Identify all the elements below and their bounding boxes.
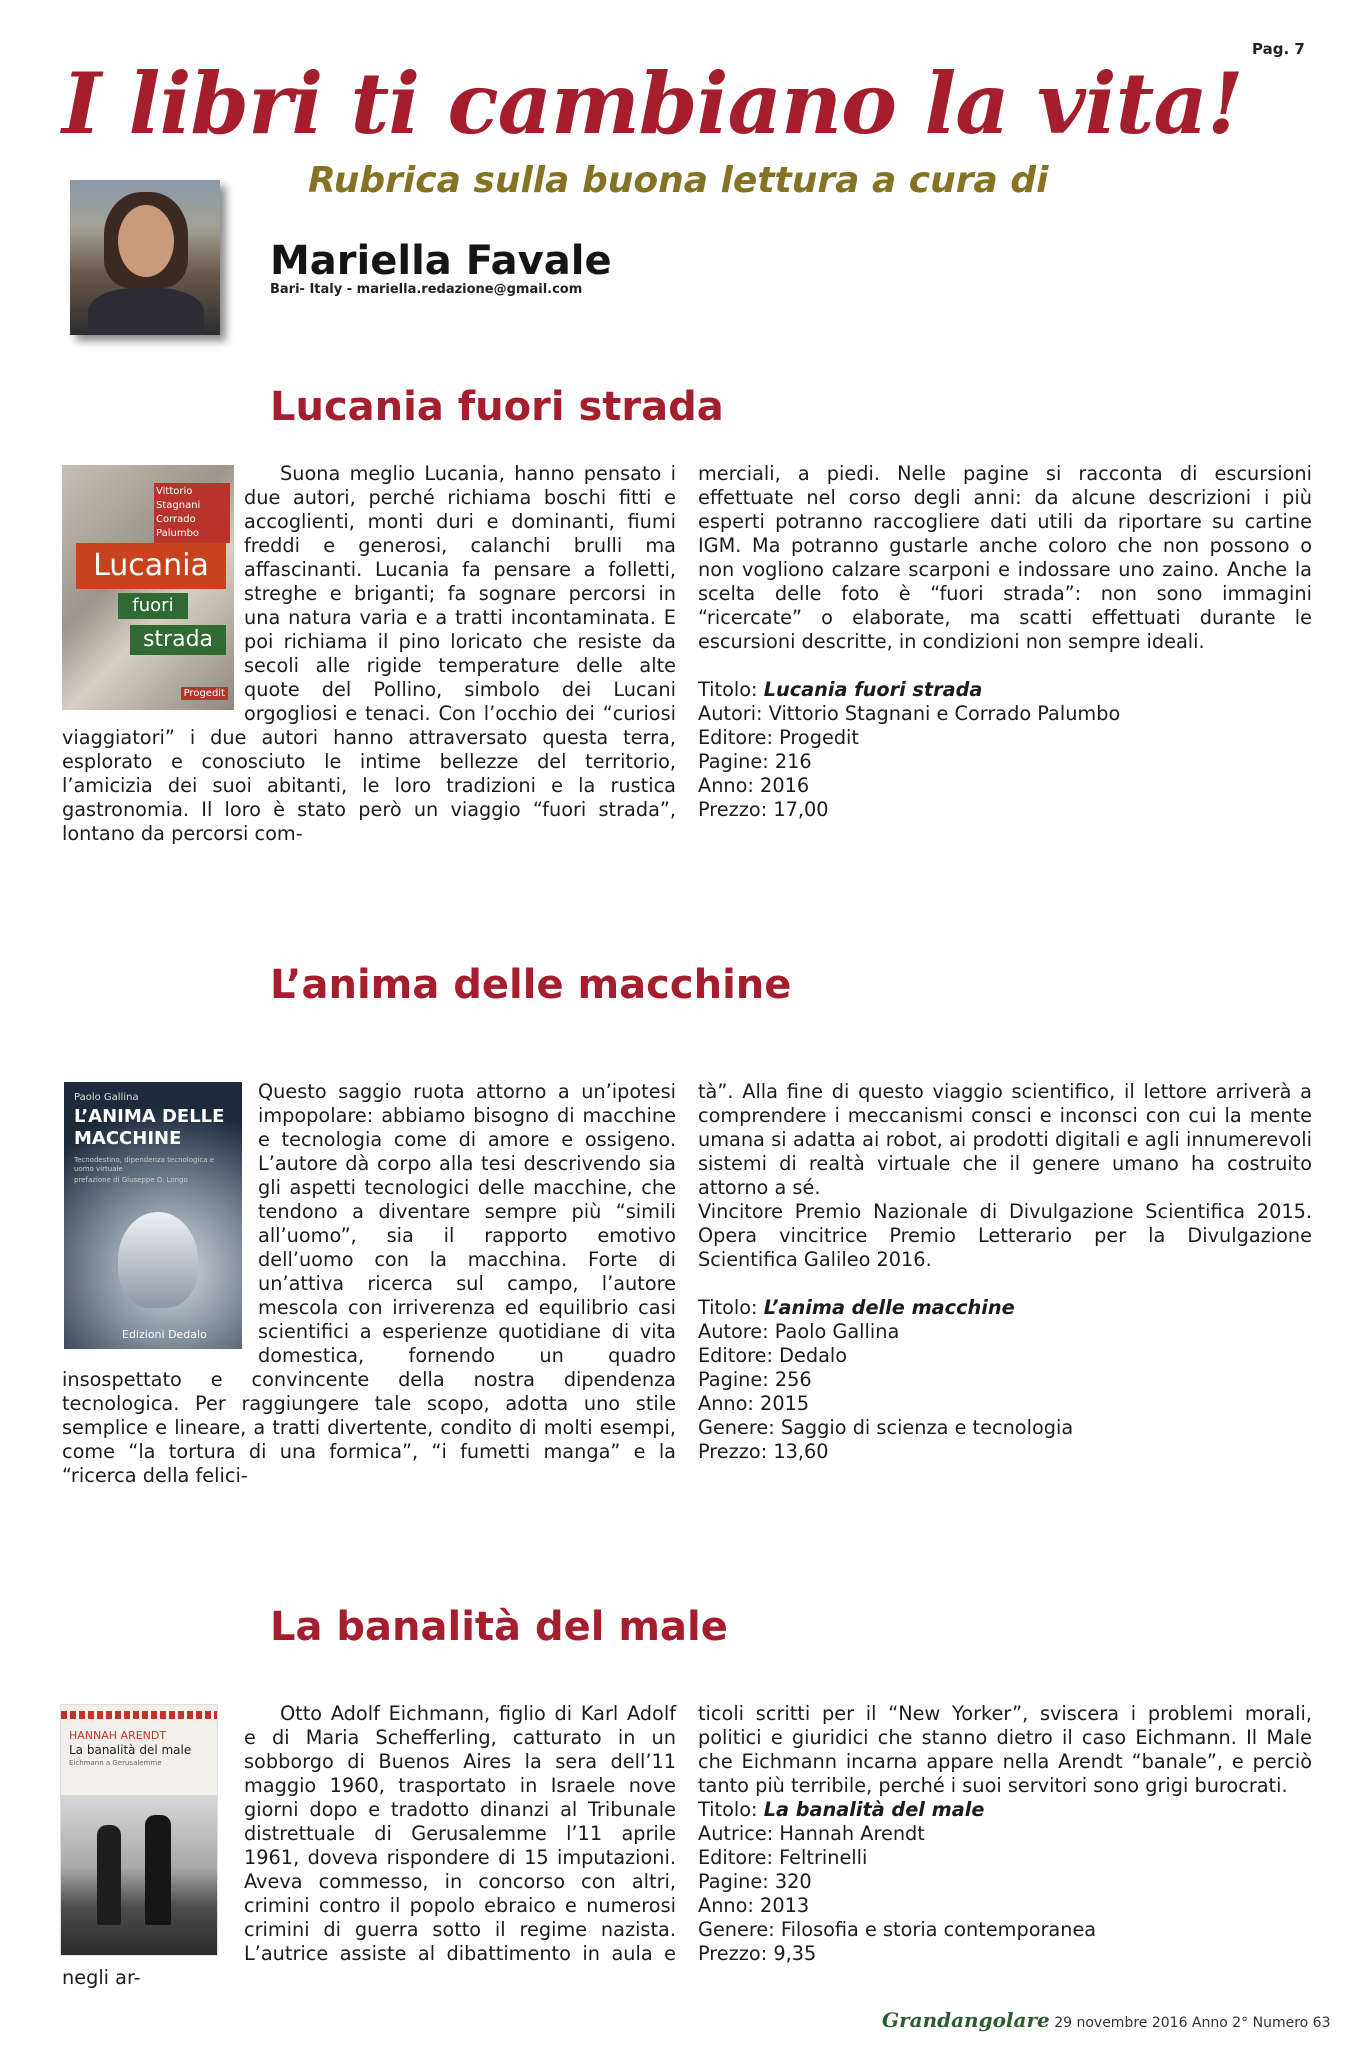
article-text-right xyxy=(698,1080,1312,1464)
article-paragraph: Questo saggio ruota attorno a un’ipotesi impopolare: abbiamo bisogno di macchine e tecnologia come di amore e ossigeno. L’autore dà corpo alla tesi descrivendo sia gli aspetti tecnologici delle macchine, che tendono a diventare sempre più “simili all’uomo”, sia il rapporto emotivo dell’uomo con la macchina. Forte di un’attiva ricerca sul campo, l’autore mescola con irriverenza ed equilibrio casi scientifici a esperienze quotidiane di vita domestica, fornendo un quadro insospettato e convincente della nostra dipendenza tecnologica. Per raggiungere tale scopo, adotta uno stile semplice e lineare, a tratti divertente, condito di molti esempi, come “la tortura di una formica”, “i fumetti manga” e la “ricerca della felici- xyxy=(62,1080,676,1487)
info-price: Prezzo: 17,00 xyxy=(698,798,829,821)
article-text-right xyxy=(698,1702,1312,1966)
article-title: L’anima delle macchine xyxy=(270,962,792,1008)
info-label: Titolo: xyxy=(698,1296,758,1319)
author-photo xyxy=(70,180,220,335)
info-year: Anno: 2016 xyxy=(698,774,810,797)
cover-title: La banalità del male xyxy=(69,1743,192,1757)
info-price: Prezzo: 9,35 xyxy=(698,1942,817,1965)
footer-issue: 29 novembre 2016 Anno 2° Numero 63 xyxy=(1054,2015,1331,2031)
footer-brand: Grandangolare xyxy=(882,2008,1050,2032)
article-text-left xyxy=(62,1080,676,1488)
article-text-left xyxy=(62,462,676,846)
info-book-title: Lucania fuori strada xyxy=(763,678,983,701)
cover-author: HANNAH ARENDT xyxy=(69,1729,167,1742)
article-text-right xyxy=(698,462,1312,822)
book-info xyxy=(698,1296,1312,1464)
cover-word: strada xyxy=(130,625,226,655)
cover-word: Lucania xyxy=(76,543,226,589)
article-paragraph: Suona meglio Lucania, hanno pensato i due autori, perché richiama boschi fitti e accoglienti, monti duri e dominanti, fiumi freddi e generosi, calanchi brulli ma affascinanti. Lucania fa pensare a folletti, streghe e briganti; fa sognare percorsi in una natura varia e a tratti incontaminata. E poi richiama il pino loricato che resiste da secoli alle rigide temperature delle alte quote del Pollino, simbolo dei Lucani orgogliosi e tenaci. Con l’occhio dei “curiosi viaggiatori” i due autori hanno attraversato questa terra, esplorato e conosciuto le intime bellezze del territorio, l’amicizia dei suoi abitanti, le loro tradizioni e la rustica gastronomia. Il loro è stato però un viaggio “fuori strada”, lontano da percorsi com- xyxy=(62,462,676,845)
cover-authors: Vittorio Stagnani Corrado Palumbo xyxy=(154,483,230,543)
info-authors: Autore: Paolo Gallina xyxy=(698,1320,900,1343)
cover-subtitle: Tecnodestino, dipendenza tecnologica e uomo virtuale xyxy=(74,1156,215,1173)
page-number: Pag. 7 xyxy=(1252,40,1305,58)
article-paragraph: merciali, a piedi. Nelle pagine si racconta di escursioni effettuate nel corso degli anni: da alcune descrizioni i più esperti potranno raccogliere dati utili da riportare su cartine IGM. Ma potranno gustarle anche coloro che non possono o non vogliono calzare scarponi e indossare uno zaino. Anche la scelta delle foto è “fuori strada”: non sono immagini “ricercate” o elaborate, ma scatti effettuati durante le escursioni descritte, in condizioni non sempre ideali. xyxy=(698,462,1312,653)
author-contact: Bari- Italy - mariella.redazione@gmail.com xyxy=(270,282,583,297)
article-paragraph: ticoli scritti per il “New Yorker”, sviscera i problemi morali, politici e giuridici che stanno dietro il caso Eichmann. Il Male che Eichmann incarna appare nella Arendt “banale”, e perciò tanto più terribile, perché i suoi servitori sono grigi burocrati. xyxy=(698,1702,1312,1797)
info-publisher: Editore: Progedit xyxy=(698,726,859,749)
cover-subtitle: Eichmann a Gerusalemme xyxy=(69,1759,162,1767)
info-book-title: L’anima delle macchine xyxy=(763,1296,1015,1319)
info-label: Titolo: xyxy=(698,678,758,701)
article-title: Lucania fuori strada xyxy=(270,384,724,430)
info-price: Prezzo: 13,60 xyxy=(698,1440,829,1463)
info-genre: Genere: Saggio di scienza e tecnologia xyxy=(698,1416,1074,1439)
info-book-title: La banalità del male xyxy=(763,1798,985,1821)
footer xyxy=(882,2008,1331,2032)
book-info xyxy=(698,1798,1312,1966)
cover-word: fuori xyxy=(118,593,188,619)
article-awards: Vincitore Premio Nazionale di Divulgazione Scientifica 2015. Opera vincitrice Premio Letterario per la Divulgazione Scientifica Galileo 2016. xyxy=(698,1200,1312,1271)
info-pages: Pagine: 320 xyxy=(698,1870,812,1893)
article-title: La banalità del male xyxy=(270,1604,728,1650)
page-title: I libri ti cambiano la vita! xyxy=(62,54,1243,153)
author-name: Mariella Favale xyxy=(270,238,612,284)
info-authors: Autori: Vittorio Stagnani e Corrado Palumbo xyxy=(698,702,1121,725)
article-text-left xyxy=(62,1702,676,1990)
cover-publisher: Edizioni Dedalo xyxy=(122,1328,207,1341)
info-authors: Autrice: Hannah Arendt xyxy=(698,1822,925,1845)
cover-publisher: Progedit xyxy=(181,687,228,700)
cover-preface: prefazione di Giuseppe O. Longo xyxy=(74,1176,188,1184)
book-info xyxy=(698,678,1312,822)
info-pages: Pagine: 216 xyxy=(698,750,812,773)
article-paragraph: tà”. Alla fine di questo viaggio scientifico, il lettore arriverà a comprendere i meccanismi consci e inconsci con cui la mente umana si adatta ai robot, ai prodotti digitali e agli innumerevoli sistemi di realtà virtuale che il genere umano ha costruito attorno a sé. xyxy=(698,1080,1312,1199)
info-pages: Pagine: 256 xyxy=(698,1368,812,1391)
info-year: Anno: 2015 xyxy=(698,1392,810,1415)
info-genre: Genere: Filosofia e storia contemporanea xyxy=(698,1918,1097,1941)
cover-author: Paolo Gallina xyxy=(74,1092,139,1103)
info-label: Titolo: xyxy=(698,1798,758,1821)
info-publisher: Editore: Feltrinelli xyxy=(698,1846,868,1869)
column-subtitle: Rubrica sulla buona lettura a cura di xyxy=(308,160,1049,201)
cover-title: L’ANIMA DELLE MACCHINE xyxy=(74,1106,225,1149)
article-paragraph: Otto Adolf Eichmann, figlio di Karl Adolf e di Maria Schefferling, catturato in un sobborgo di Buenos Aires la sera dell’11 maggio 1960, trasportato in Israele nove giorni dopo e tradotto dinanzi al Tribunale distrettuale di Gerusalemme l’11 aprile 1961, doveva rispondere di 15 imputazioni. Aveva commesso, in concorso con altri, crimini contro il popolo ebraico e numerosi crimini di guerra sotto il regime nazista. L’autrice assiste al dibattimento in aula e negli ar- xyxy=(62,1702,676,1989)
info-publisher: Editore: Dedalo xyxy=(698,1344,848,1367)
info-year: Anno: 2013 xyxy=(698,1894,810,1917)
